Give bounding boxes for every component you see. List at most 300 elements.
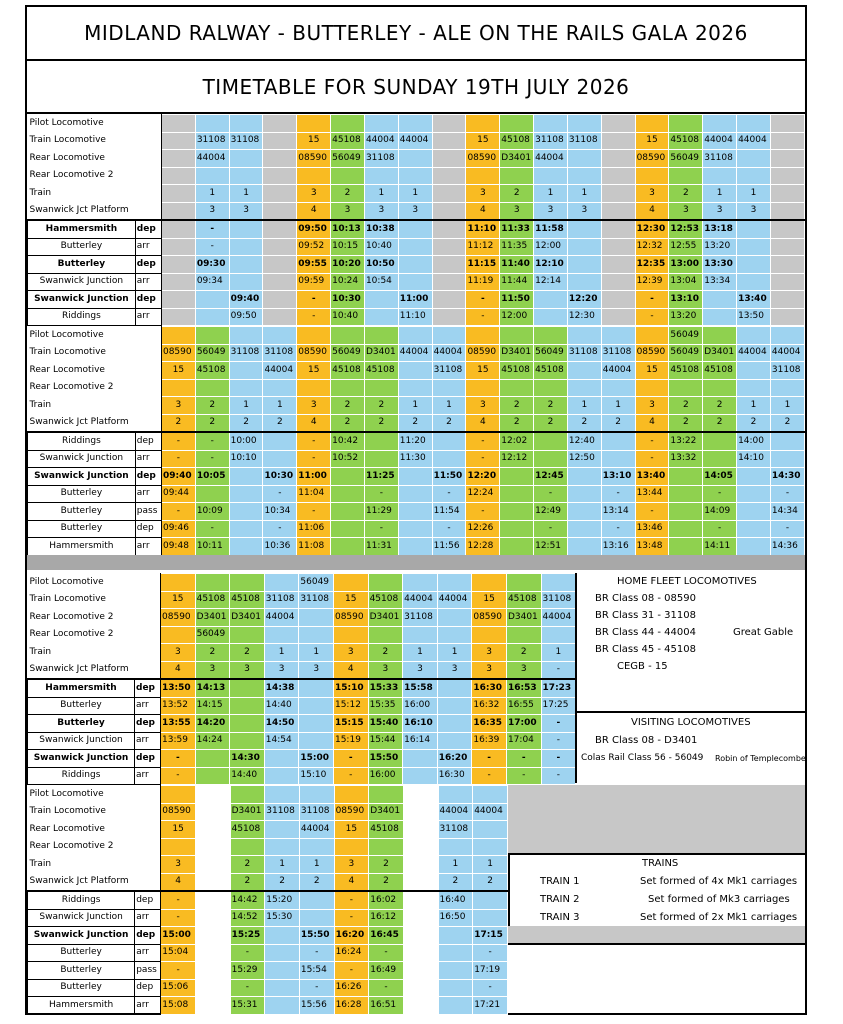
row-label: Pilot Locomotive — [28, 327, 162, 345]
time-cell — [398, 485, 432, 503]
loco-cell: 15 — [161, 821, 196, 839]
time-cell: 13:50 — [161, 679, 196, 697]
time-cell: - — [369, 944, 404, 962]
trains-panel — [508, 853, 807, 927]
arr-dep-indicator: arr — [135, 767, 161, 785]
loco-cell: 56049 — [331, 344, 365, 362]
time-cell — [161, 238, 195, 256]
arr-dep-indicator: dep — [135, 750, 161, 768]
loco-cell: D3401 — [364, 344, 398, 362]
time-cell — [737, 538, 771, 556]
station-name: Swanwick Junction — [28, 927, 135, 945]
time-cell — [438, 997, 473, 1015]
time-cell: 10:05 — [195, 468, 229, 486]
loco-cell: 15 — [466, 362, 500, 380]
time-cell: - — [195, 238, 229, 256]
loco-cell — [195, 327, 229, 345]
station-name: Swanwick Junction — [28, 750, 135, 768]
loco-cell: 3 — [161, 856, 196, 874]
time-cell — [737, 273, 771, 291]
time-cell — [770, 273, 804, 291]
loco-cell: 2 — [703, 414, 737, 432]
station-name: Butterley — [28, 962, 135, 980]
time-cell — [703, 291, 737, 309]
loco-cell — [161, 132, 195, 150]
info-row — [28, 838, 508, 856]
time-cell — [161, 256, 195, 274]
time-cell: - — [635, 308, 669, 326]
time-cell: - — [601, 485, 635, 503]
trains-heading: TRAINS — [642, 858, 679, 869]
loco-cell — [195, 786, 230, 804]
time-cell: 15:50 — [299, 927, 334, 945]
loco-cell: 3 — [403, 661, 438, 679]
row-label: Train Locomotive — [28, 344, 162, 362]
loco-cell — [466, 379, 500, 397]
time-cell — [265, 927, 300, 945]
time-cell: - — [770, 485, 804, 503]
loco-cell — [331, 379, 365, 397]
loco-cell: 44004 — [473, 803, 508, 821]
loco-cell: 45108 — [506, 591, 541, 609]
time-cell — [265, 962, 300, 980]
station-name: Butterley — [28, 238, 136, 256]
loco-cell: 31108 — [264, 591, 299, 609]
loco-cell: 44004 — [703, 132, 737, 150]
time-cell: 15:25 — [230, 927, 265, 945]
time-cell: 11:40 — [500, 256, 534, 274]
divider — [508, 943, 805, 945]
loco-cell — [299, 786, 334, 804]
time-cell — [263, 450, 297, 468]
loco-cell: 4 — [297, 414, 331, 432]
loco-cell: 3 — [161, 644, 196, 662]
loco-cell: 31108 — [403, 609, 438, 627]
loco-cell: 45108 — [534, 362, 568, 380]
info-row — [28, 574, 576, 592]
loco-cell: 1 — [770, 397, 804, 415]
loco-cell: 2 — [500, 397, 534, 415]
loco-cell — [195, 574, 230, 592]
loco-cell — [263, 167, 297, 185]
loco-cell — [161, 327, 195, 345]
info-row — [28, 362, 805, 380]
arr-dep-indicator: arr — [135, 538, 161, 556]
time-cell: 13:55 — [161, 715, 196, 733]
loco-cell — [264, 626, 299, 644]
time-row — [28, 715, 576, 733]
blank-panel — [508, 785, 805, 853]
time-cell: - — [230, 944, 265, 962]
loco-cell: 56049 — [669, 344, 703, 362]
time-cell — [398, 468, 432, 486]
loco-cell: 2 — [737, 414, 771, 432]
loco-cell — [195, 821, 230, 839]
time-cell — [534, 291, 568, 309]
time-cell — [567, 538, 601, 556]
time-cell: 14:30 — [770, 468, 804, 486]
loco-cell — [369, 786, 404, 804]
time-cell: - — [230, 979, 265, 997]
arr-dep-indicator: dep — [135, 291, 161, 309]
loco-cell: 1 — [534, 185, 568, 203]
row-label: Train Locomotive — [28, 132, 162, 150]
loco-cell: 31108 — [567, 344, 601, 362]
loco-cell — [264, 574, 299, 592]
time-cell: 11:10 — [466, 220, 500, 238]
row-label: Rear Locomotive — [28, 821, 161, 839]
time-cell: 13:20 — [703, 238, 737, 256]
time-cell — [403, 927, 438, 945]
loco-cell — [403, 626, 438, 644]
time-cell: 10:09 — [195, 503, 229, 521]
loco-cell — [263, 202, 297, 220]
time-row — [28, 538, 805, 556]
loco-cell: 1 — [299, 644, 334, 662]
info-row — [28, 344, 805, 362]
time-cell: 13:10 — [669, 291, 703, 309]
time-cell: 14:42 — [230, 891, 265, 909]
loco-cell: 31108 — [265, 803, 300, 821]
station-name: Butterley — [28, 520, 136, 538]
time-row — [28, 750, 576, 768]
loco-cell — [195, 115, 229, 133]
time-cell: 13:16 — [601, 538, 635, 556]
arr-dep-indicator: dep — [135, 256, 161, 274]
time-cell: 13:40 — [737, 291, 771, 309]
loco-cell: 45108 — [230, 821, 265, 839]
time-cell — [770, 256, 804, 274]
loco-cell: 45108 — [703, 362, 737, 380]
loco-cell — [437, 626, 472, 644]
time-cell — [398, 273, 432, 291]
time-cell: 09:52 — [297, 238, 331, 256]
time-cell — [263, 220, 297, 238]
time-cell: - — [195, 432, 229, 450]
time-cell: 11:25 — [364, 468, 398, 486]
loco-cell: 2 — [534, 397, 568, 415]
loco-cell: 2 — [567, 414, 601, 432]
loco-cell — [403, 803, 438, 821]
time-cell: 16:45 — [369, 927, 404, 945]
time-cell: 10:40 — [331, 308, 365, 326]
station-name: Butterley — [28, 944, 135, 962]
time-cell: 15:00 — [299, 750, 334, 768]
time-cell: - — [297, 503, 331, 521]
time-cell — [398, 503, 432, 521]
loco-cell: 1 — [398, 185, 432, 203]
loco-cell — [265, 838, 300, 856]
time-cell: 14:10 — [737, 450, 771, 468]
time-cell — [229, 256, 263, 274]
time-cell: 15:08 — [161, 997, 196, 1015]
loco-cell: 45108 — [331, 132, 365, 150]
time-cell: 13:00 — [669, 256, 703, 274]
loco-cell — [229, 150, 263, 168]
time-cell: - — [161, 891, 196, 909]
time-cell: 14:11 — [703, 538, 737, 556]
loco-cell — [432, 132, 466, 150]
info-row — [28, 132, 805, 150]
time-cell: 11:54 — [432, 503, 466, 521]
time-cell — [265, 944, 300, 962]
time-cell: - — [299, 944, 334, 962]
loco-cell: 08590 — [635, 150, 669, 168]
row-label: Train Locomotive — [28, 803, 161, 821]
loco-cell — [432, 327, 466, 345]
loco-cell: 31108 — [364, 150, 398, 168]
time-cell — [567, 220, 601, 238]
loco-cell — [635, 379, 669, 397]
loco-cell: 1 — [703, 185, 737, 203]
time-cell: 10:11 — [195, 538, 229, 556]
loco-cell: 44004 — [403, 591, 438, 609]
loco-cell: 44004 — [541, 609, 576, 627]
loco-cell: 44004 — [398, 132, 432, 150]
loco-cell: D3401 — [195, 609, 230, 627]
loco-cell: D3401 — [500, 150, 534, 168]
loco-cell: 45108 — [230, 591, 265, 609]
time-cell: - — [161, 432, 195, 450]
loco-cell: 2 — [368, 644, 403, 662]
time-cell — [737, 503, 771, 521]
time-cell — [195, 997, 230, 1015]
time-cell — [331, 520, 365, 538]
time-cell — [230, 732, 265, 750]
time-row — [28, 468, 805, 486]
loco-cell: 08590 — [297, 344, 331, 362]
arr-dep-indicator: dep — [135, 891, 161, 909]
station-name: Hammersmith — [28, 538, 136, 556]
time-cell: - — [297, 291, 331, 309]
time-cell — [534, 450, 568, 468]
time-cell: 16:10 — [403, 715, 438, 733]
time-cell: 11:00 — [398, 291, 432, 309]
time-cell — [364, 291, 398, 309]
time-cell: 16:32 — [472, 697, 507, 715]
loco-cell — [334, 838, 369, 856]
time-cell: 12:35 — [635, 256, 669, 274]
loco-cell — [635, 115, 669, 133]
time-cell — [500, 485, 534, 503]
time-cell: - — [195, 450, 229, 468]
loco-cell: 45108 — [369, 821, 404, 839]
loco-cell: 2 — [601, 414, 635, 432]
time-cell — [364, 432, 398, 450]
time-cell: 14:30 — [230, 750, 265, 768]
time-cell: - — [299, 979, 334, 997]
station-name: Swanwick Junction — [28, 273, 136, 291]
loco-cell: 3 — [333, 644, 368, 662]
loco-cell: 3 — [669, 202, 703, 220]
time-cell: - — [333, 767, 368, 785]
loco-cell — [297, 167, 331, 185]
loco-cell — [737, 327, 771, 345]
time-cell — [432, 432, 466, 450]
time-cell — [567, 503, 601, 521]
loco-cell — [403, 873, 438, 891]
time-cell: 12:28 — [466, 538, 500, 556]
loco-cell: 1 — [264, 644, 299, 662]
loco-cell — [229, 327, 263, 345]
loco-cell: 08590 — [161, 344, 195, 362]
loco-cell — [229, 362, 263, 380]
loco-cell: 44004 — [438, 803, 473, 821]
time-cell — [195, 909, 230, 927]
station-name: Riddings — [28, 308, 136, 326]
loco-cell: 08590 — [466, 150, 500, 168]
loco-cell: 2 — [195, 397, 229, 415]
loco-cell: 44004 — [299, 821, 334, 839]
home-fleet-heading: HOME FLEET LOCOMOTIVES — [617, 576, 757, 587]
loco-cell — [473, 821, 508, 839]
loco-cell: 45108 — [364, 362, 398, 380]
station-name: Swanwick Junction — [28, 468, 136, 486]
loco-cell — [364, 327, 398, 345]
loco-cell: 44004 — [737, 344, 771, 362]
loco-cell: 2 — [299, 873, 334, 891]
time-cell: 13:10 — [601, 468, 635, 486]
loco-cell: 2 — [230, 856, 265, 874]
time-cell — [299, 715, 334, 733]
loco-cell: 3 — [500, 202, 534, 220]
time-cell — [364, 450, 398, 468]
loco-cell — [297, 115, 331, 133]
station-name: Butterley — [28, 485, 136, 503]
time-cell: 10:20 — [331, 256, 365, 274]
time-cell: 11:00 — [297, 468, 331, 486]
time-cell: - — [263, 520, 297, 538]
loco-cell — [229, 379, 263, 397]
loco-cell — [472, 626, 507, 644]
loco-cell: 31108 — [703, 150, 737, 168]
time-row — [28, 679, 576, 697]
time-row — [28, 238, 805, 256]
loco-cell: 3 — [331, 202, 365, 220]
station-name: Butterley — [28, 979, 135, 997]
station-name: Butterley — [28, 697, 135, 715]
time-cell: 13:32 — [669, 450, 703, 468]
loco-cell — [534, 327, 568, 345]
loco-cell: 4 — [161, 873, 196, 891]
loco-cell: 2 — [669, 397, 703, 415]
loco-cell: 1 — [432, 397, 466, 415]
time-cell — [299, 679, 334, 697]
loco-cell — [541, 626, 576, 644]
time-cell: 13:46 — [635, 520, 669, 538]
time-cell: 15:00 — [161, 927, 196, 945]
time-cell: 10:52 — [331, 450, 365, 468]
time-cell: 15:20 — [265, 891, 300, 909]
loco-cell: 1 — [398, 397, 432, 415]
time-cell — [229, 503, 263, 521]
time-row — [28, 256, 805, 274]
time-cell: 11:04 — [297, 485, 331, 503]
loco-cell — [398, 115, 432, 133]
time-cell: 12:39 — [635, 273, 669, 291]
time-cell — [229, 520, 263, 538]
time-cell: 16:55 — [506, 697, 541, 715]
time-cell: 15:58 — [403, 679, 438, 697]
time-cell — [263, 291, 297, 309]
time-row — [28, 485, 805, 503]
time-cell — [601, 238, 635, 256]
arr-dep-indicator: pass — [135, 503, 161, 521]
loco-cell — [770, 150, 804, 168]
time-cell — [737, 256, 771, 274]
row-label: Rear Locomotive — [28, 362, 162, 380]
loco-cell — [438, 786, 473, 804]
loco-cell — [737, 150, 771, 168]
time-cell: - — [334, 891, 369, 909]
time-cell: 12:51 — [534, 538, 568, 556]
loco-cell: 3 — [230, 661, 265, 679]
time-cell — [230, 679, 265, 697]
time-cell: 12:12 — [500, 450, 534, 468]
time-cell: 14:40 — [264, 697, 299, 715]
loco-cell — [635, 167, 669, 185]
loco-cell — [669, 379, 703, 397]
loco-cell: 08590 — [297, 150, 331, 168]
loco-cell — [601, 115, 635, 133]
time-cell — [195, 944, 230, 962]
time-cell: 15:31 — [230, 997, 265, 1015]
loco-cell: 2 — [500, 414, 534, 432]
time-cell: 16:00 — [403, 697, 438, 715]
loco-cell — [770, 115, 804, 133]
time-cell: 10:24 — [331, 273, 365, 291]
time-cell: 15:10 — [299, 767, 334, 785]
info-row — [28, 644, 576, 662]
station-name: Swanwick Junction — [28, 291, 136, 309]
home-fleet-item: CEGB - 15 — [617, 661, 668, 672]
loco-cell — [437, 574, 472, 592]
time-row — [28, 891, 508, 909]
loco-cell: 44004 — [601, 362, 635, 380]
time-row — [28, 944, 508, 962]
time-cell: - — [635, 432, 669, 450]
info-row — [28, 115, 805, 133]
arr-dep-indicator: pass — [135, 962, 161, 980]
time-cell — [601, 256, 635, 274]
info-row — [28, 873, 508, 891]
time-cell — [737, 520, 771, 538]
time-row — [28, 291, 805, 309]
loco-cell — [195, 167, 229, 185]
loco-cell: 56049 — [534, 344, 568, 362]
time-cell — [229, 468, 263, 486]
loco-cell — [703, 115, 737, 133]
loco-cell — [368, 626, 403, 644]
loco-cell: 31108 — [438, 821, 473, 839]
arr-dep-indicator: arr — [135, 909, 161, 927]
time-cell — [195, 750, 230, 768]
loco-cell: 31108 — [567, 132, 601, 150]
visiting-heading: VISITING LOCOMOTIVES — [631, 717, 751, 728]
blank-bar — [508, 926, 805, 943]
loco-cell — [601, 132, 635, 150]
arr-dep-indicator: arr — [135, 450, 161, 468]
time-row — [28, 697, 576, 715]
arr-dep-indicator: arr — [135, 697, 161, 715]
loco-cell — [230, 786, 265, 804]
row-label: Swanwick Jct Platform — [28, 661, 161, 679]
station-name: Hammersmith — [28, 679, 135, 697]
loco-cell: 3 — [472, 661, 507, 679]
time-cell — [331, 538, 365, 556]
time-cell — [737, 238, 771, 256]
loco-cell: 1 — [567, 185, 601, 203]
